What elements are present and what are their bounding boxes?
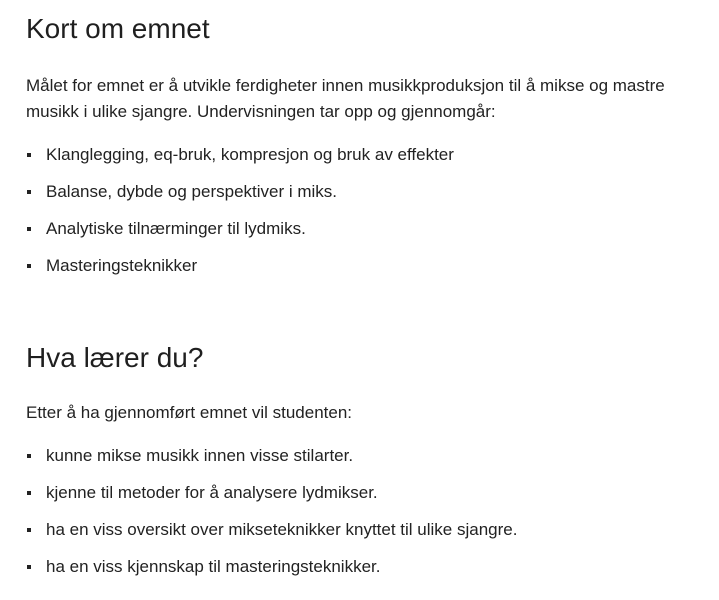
list-item bbox=[26, 181, 706, 218]
section-intro-learn: Etter å ha gjennomført emnet vil studenten: bbox=[26, 403, 353, 422]
bullet-icon bbox=[27, 454, 31, 458]
list-item-text: kunne mikse musikk innen visse stilarter. bbox=[46, 446, 354, 465]
bullet-icon bbox=[27, 190, 31, 194]
bullet-icon bbox=[27, 153, 31, 157]
list-item bbox=[26, 144, 706, 181]
list-item bbox=[26, 556, 706, 593]
list-item-text: Balanse, dybde og perspektiver i miks. bbox=[46, 182, 338, 201]
list-item bbox=[26, 445, 706, 482]
bullet-icon bbox=[27, 264, 31, 268]
bullet-icon bbox=[27, 491, 31, 495]
list-item-text: ha en viss oversikt over mikseteknikker knyttet til ulike sjangre. bbox=[46, 520, 518, 539]
list-item bbox=[26, 218, 706, 255]
list-item bbox=[26, 519, 706, 556]
list-item-text: Masteringsteknikker bbox=[46, 256, 198, 275]
bullet-icon bbox=[27, 565, 31, 569]
section-heading-about: Kort om emnet bbox=[26, 13, 210, 44]
section-heading-learn: Hva lærer du? bbox=[26, 342, 204, 373]
list-item-text: ha en viss kjennskap til masteringsteknikker. bbox=[46, 557, 381, 576]
outcomes-list bbox=[26, 445, 706, 593]
section-intro-about: Målet for emnet er å utvikle ferdigheter innen musikkproduksjon til å mikse og mastre musikk i ulike sjangre. Undervisningen tar opp og gjennomgår: bbox=[26, 76, 665, 121]
list-item bbox=[26, 482, 706, 519]
bullet-icon bbox=[27, 528, 31, 532]
list-item-text: kjenne til metoder for å analysere lydmikser. bbox=[46, 483, 378, 502]
list-item-text: Klanglegging, eq-bruk, kompresjon og bruk av effekter bbox=[46, 145, 454, 164]
bullet-icon bbox=[27, 227, 31, 231]
list-item bbox=[26, 255, 706, 292]
list-item-text: Analytiske tilnærminger til lydmiks. bbox=[46, 219, 306, 238]
topics-list bbox=[26, 144, 706, 292]
